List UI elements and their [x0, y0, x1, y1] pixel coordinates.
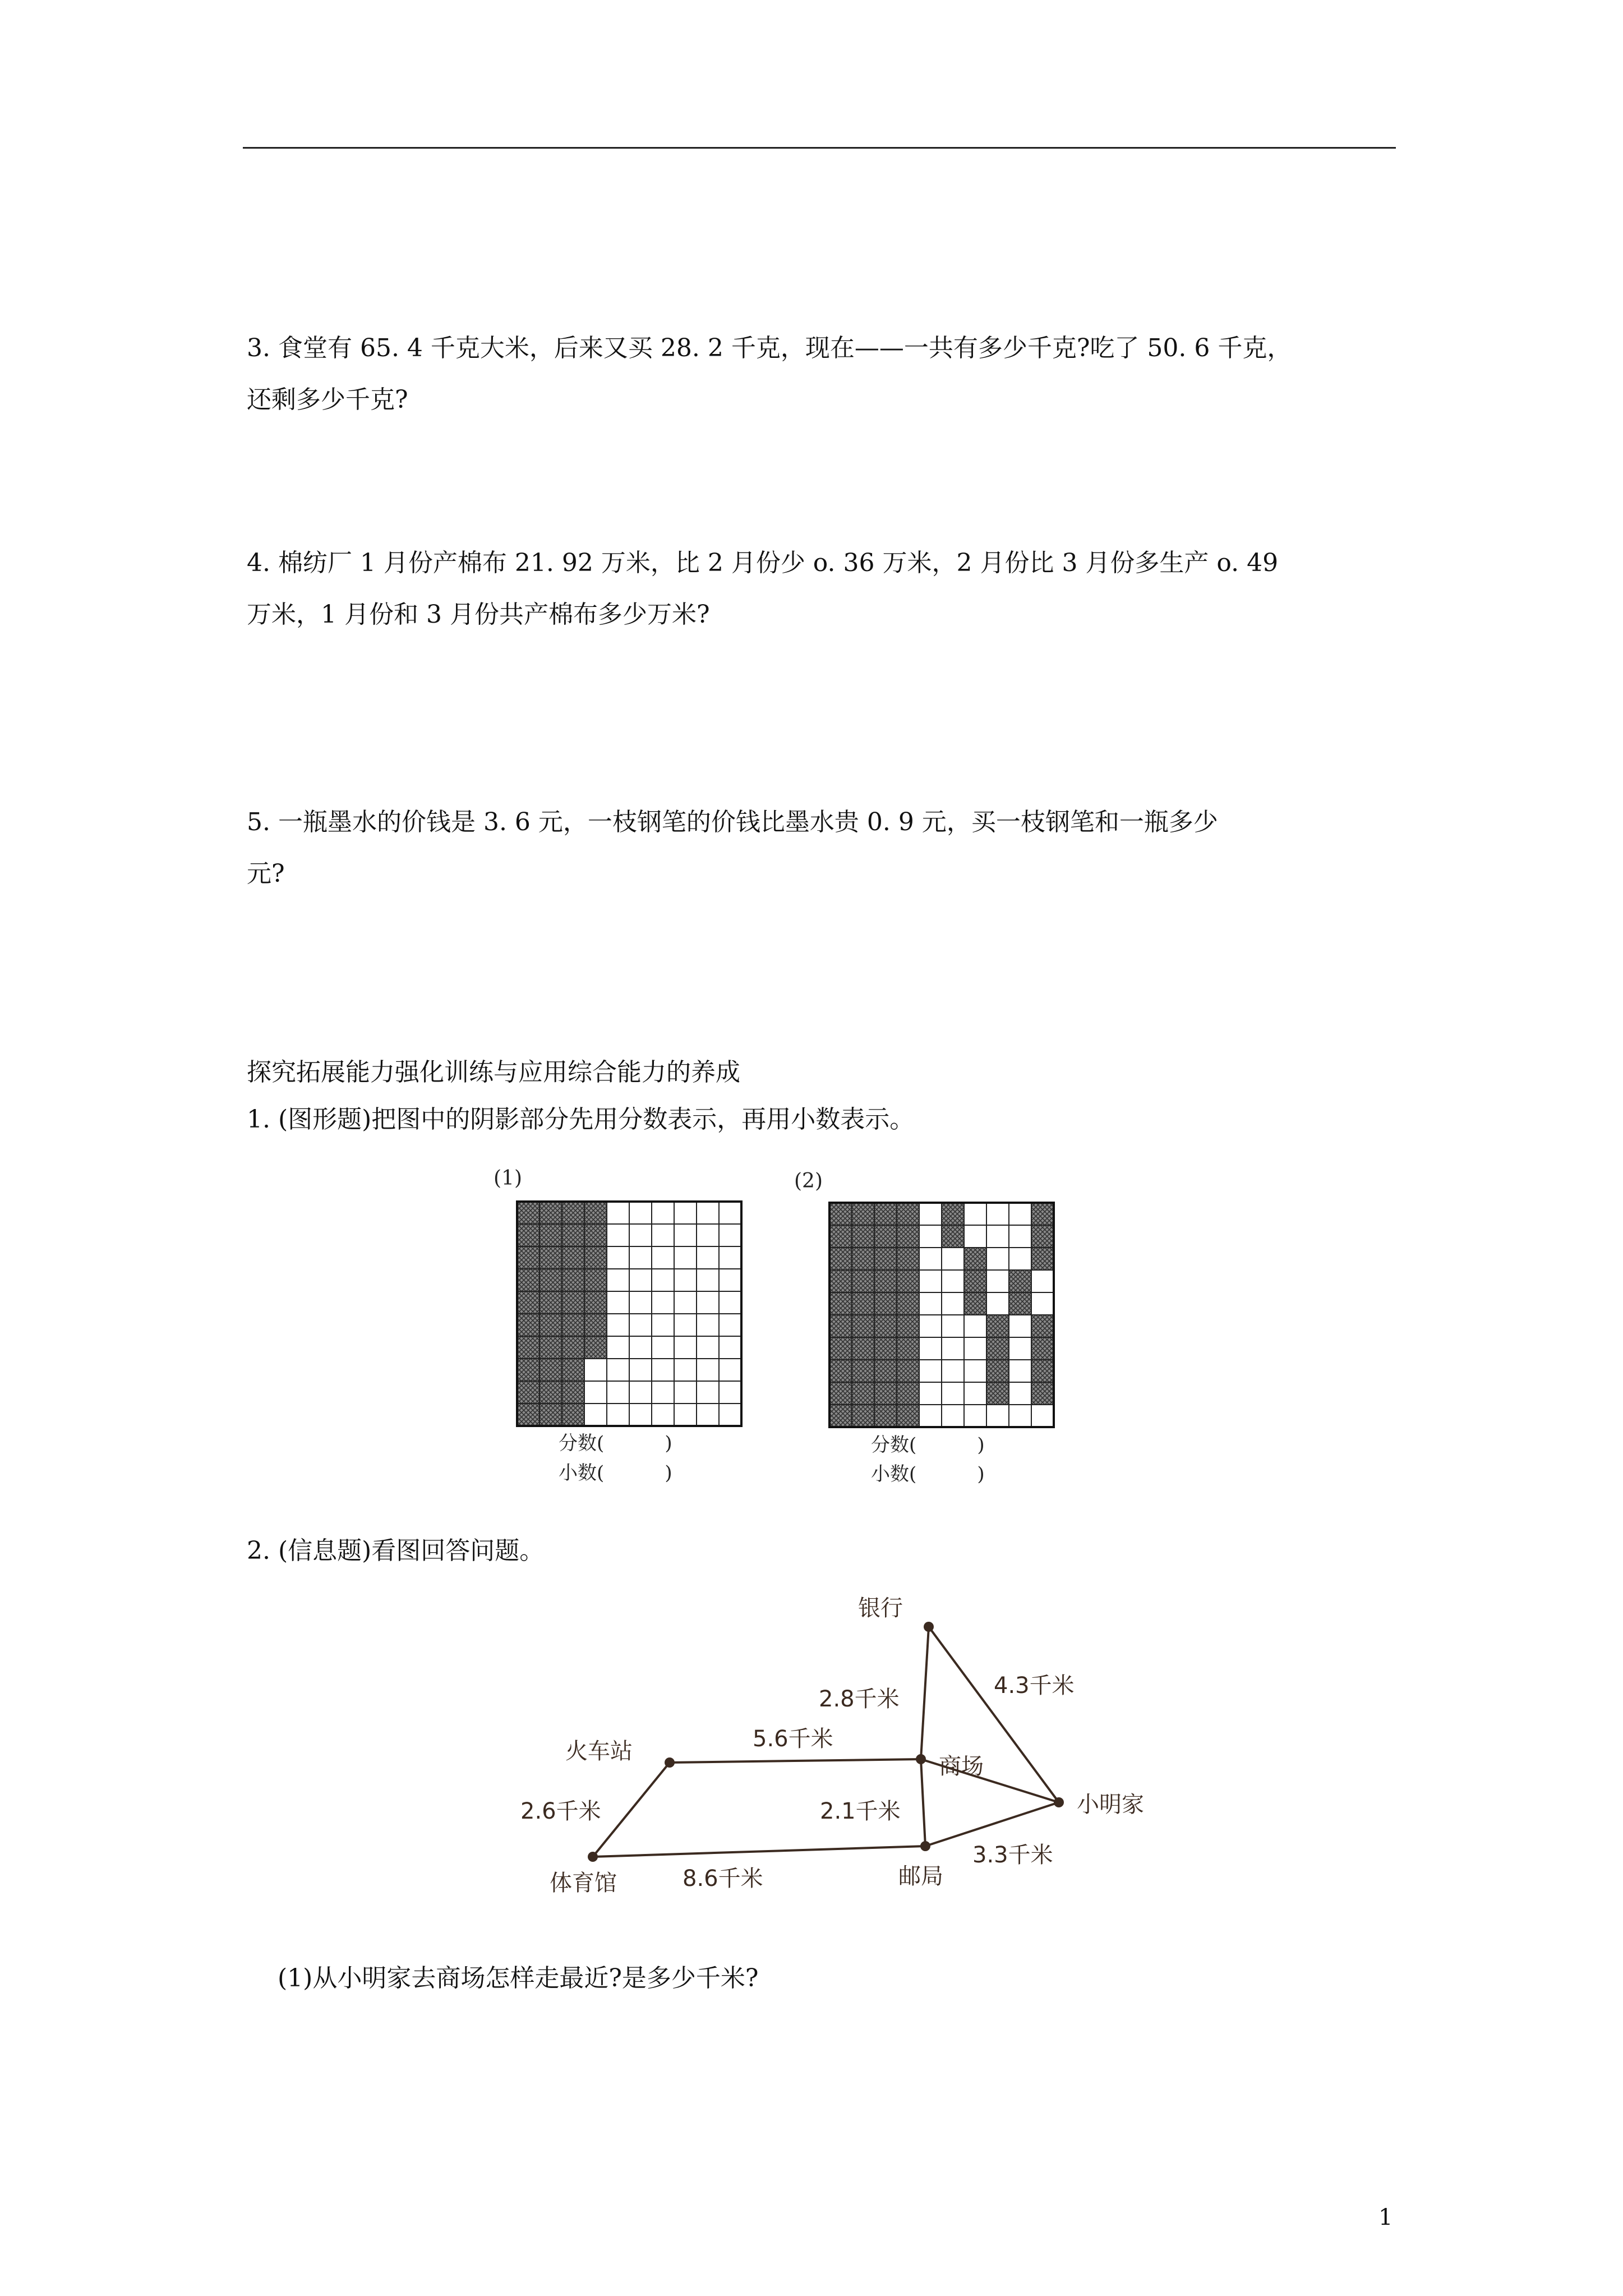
grid-1-cell: [540, 1246, 562, 1269]
grid-2-cell: [897, 1292, 919, 1315]
grid-2-cell: [874, 1292, 897, 1315]
grid-1-cell: [719, 1359, 741, 1381]
grid-2-cell: [964, 1203, 986, 1225]
grid-2-cell: [919, 1360, 942, 1382]
grid-1-cell: [540, 1336, 562, 1359]
grid-2-cell: [829, 1203, 852, 1225]
grid-2-cell: [829, 1292, 852, 1315]
grid-2-cell: [1009, 1225, 1031, 1248]
grid-1-cell: [562, 1202, 584, 1224]
grid-2-cell: [942, 1405, 964, 1427]
grid-2-cell: [874, 1270, 897, 1292]
grid-1-label: (1): [494, 1167, 522, 1190]
grid-1-cell: [697, 1246, 719, 1269]
grid-1-fraction-label: 分数( ): [559, 1432, 672, 1455]
grid-1-cell: [697, 1269, 719, 1291]
grid-1-cell: [652, 1291, 674, 1314]
grid-1-cell: [607, 1404, 629, 1426]
grid-2-cell: [897, 1382, 919, 1405]
problem-3: [247, 323, 1391, 426]
grid-1-cell: [674, 1246, 697, 1269]
grid-1-cell: [629, 1404, 652, 1426]
grid-1-cell: [540, 1224, 562, 1246]
grid-1-cell: [540, 1202, 562, 1224]
grid-1-cell: [562, 1336, 584, 1359]
grid-2-cell: [852, 1248, 874, 1270]
grid-1-cell: [719, 1269, 741, 1291]
grid-2-cell: [942, 1248, 964, 1270]
grid-2-cell: [986, 1405, 1009, 1427]
grid-2-cell: [919, 1248, 942, 1270]
edge-station-gym: [593, 1763, 670, 1857]
grid-1-cell: [697, 1381, 719, 1404]
grid-2-cell: [1009, 1405, 1031, 1427]
dist-post-home: 3.3千米: [972, 1842, 1053, 1868]
question-2: 2. (信息题)看图回答问题。: [247, 1536, 545, 1565]
grid-2-cell: [1031, 1270, 1054, 1292]
grid-2-cell: [964, 1382, 986, 1405]
grid-1-cell: [629, 1291, 652, 1314]
grid-2-cell: [942, 1360, 964, 1382]
edge-post-home: [925, 1802, 1059, 1846]
grid-2-cell: [919, 1382, 942, 1405]
edge-station-mall: [670, 1759, 921, 1763]
grid-2-cell: [1009, 1360, 1031, 1382]
grid-figure-2: [827, 1200, 1056, 1429]
grid-1-cell: [562, 1359, 584, 1381]
grid-figure-1: [515, 1199, 744, 1428]
grid-1-decimal-label: 小数( ): [559, 1462, 672, 1484]
grid-2-cell: [919, 1405, 942, 1427]
grid-1-cell: [629, 1224, 652, 1246]
grid-2-cell: [897, 1248, 919, 1270]
grid-2-cell: [829, 1315, 852, 1337]
grid-1-cell: [719, 1224, 741, 1246]
grid-2-cell: [919, 1292, 942, 1315]
place-bank: 银行: [858, 1595, 903, 1621]
page-number: 1: [1378, 2205, 1393, 2230]
grid-1-cell: [674, 1336, 697, 1359]
grid-2-cell: [852, 1270, 874, 1292]
grid-2-cell: [1009, 1248, 1031, 1270]
grid-2-cell: [874, 1360, 897, 1382]
grid-2-cell: [919, 1225, 942, 1248]
place-post: 邮局: [898, 1864, 943, 1889]
problem-3-line2: 还剩多少千克?: [247, 385, 408, 414]
grid-1-cell: [629, 1359, 652, 1381]
grid-2-cell: [1009, 1270, 1031, 1292]
grid-1-cell: [719, 1291, 741, 1314]
grid-1-cell: [517, 1224, 540, 1246]
grid-1-cell: [629, 1202, 652, 1224]
grid-1-cell: [517, 1246, 540, 1269]
problem-3-line1: 3. 食堂有 65. 4 千克大米，后来又买 28. 2 千克，现在——一共有多少千克?吃了 50. 6 千克，: [247, 334, 1292, 362]
grid-2-cell: [829, 1360, 852, 1382]
grid-2-cell: [897, 1225, 919, 1248]
grid-2-cell: [919, 1337, 942, 1360]
edge-mall-post: [921, 1759, 925, 1846]
grid-1-cell: [607, 1224, 629, 1246]
grid-1-cell: [562, 1314, 584, 1336]
grid-2-cell: [1031, 1337, 1054, 1360]
grid-2-cell: [1009, 1203, 1031, 1225]
grid-2-cell: [897, 1270, 919, 1292]
grid-1-cell: [629, 1314, 652, 1336]
grid-2-cell: [942, 1337, 964, 1360]
grid-2-cell: [1009, 1337, 1031, 1360]
grid-1-cell: [562, 1246, 584, 1269]
grid-2-cell: [986, 1203, 1009, 1225]
grid-1-cell: [697, 1359, 719, 1381]
grid-1-cell: [652, 1269, 674, 1291]
grid-2-cell: [964, 1315, 986, 1337]
grid-1-cell: [517, 1381, 540, 1404]
grid-2-cell: [964, 1360, 986, 1382]
problem-5-line1: 5. 一瓶墨水的价钱是 3. 6 元，一枝钢笔的价钱比墨水贵 0. 9 元，买一枝钢笔和一瓶多少: [247, 808, 1218, 836]
grid-2-cell: [986, 1292, 1009, 1315]
grid-1-cell: [607, 1202, 629, 1224]
grid-1-cell: [584, 1314, 607, 1336]
grid-1-cell: [562, 1269, 584, 1291]
grid-2-cell: [919, 1203, 942, 1225]
grid-1-cell: [674, 1202, 697, 1224]
grid-1-cell: [719, 1404, 741, 1426]
grid-1-cell: [607, 1381, 629, 1404]
grid-2-cell: [964, 1270, 986, 1292]
grid-2-cell: [852, 1337, 874, 1360]
grid-1-cell: [719, 1314, 741, 1336]
grid-1-cell: [629, 1269, 652, 1291]
dist-gym-post: 8.6千米: [683, 1866, 763, 1892]
grid-2-cell: [874, 1315, 897, 1337]
grid-1-cell: [652, 1246, 674, 1269]
node-mall: [916, 1754, 926, 1764]
grid-1-cell: [584, 1291, 607, 1314]
grid-2-cell: [1009, 1315, 1031, 1337]
grid-1-cell: [674, 1314, 697, 1336]
grid-1-cell: [719, 1381, 741, 1404]
grid-1-cell: [584, 1224, 607, 1246]
grid-2-decimal-label: 小数( ): [871, 1463, 985, 1485]
grid-1-cell: [540, 1404, 562, 1426]
grid-2-cell: [986, 1360, 1009, 1382]
grid-2-cell: [1009, 1382, 1031, 1405]
grid-1-cell: [629, 1246, 652, 1269]
grid-2-cell: [1031, 1315, 1054, 1337]
grid-2-cell: [874, 1203, 897, 1225]
dist-bank-home: 4.3千米: [994, 1673, 1075, 1699]
node-gym: [588, 1852, 598, 1862]
grid-2-cell: [1031, 1203, 1054, 1225]
grid-2-cell: [942, 1270, 964, 1292]
place-gym: 体育馆: [550, 1870, 617, 1896]
grid-2-cell: [1009, 1292, 1031, 1315]
grid-1-cell: [629, 1336, 652, 1359]
grid-2-cell: [986, 1382, 1009, 1405]
problem-4-line2: 万米，1 月份和 3 月份共产棉布多少万米?: [247, 600, 710, 629]
edge-gym-post: [593, 1846, 925, 1857]
grid-2-cell: [874, 1382, 897, 1405]
grid-2-cell: [942, 1203, 964, 1225]
grid-2-fraction-label: 分数( ): [871, 1434, 985, 1456]
grid-2-cell: [1031, 1360, 1054, 1382]
grid-2-cell: [919, 1315, 942, 1337]
grid-1-cell: [674, 1359, 697, 1381]
dist-bank-mall: 2.8千米: [819, 1686, 900, 1712]
section-title: 探究拓展能力强化训练与应用综合能力的养成: [247, 1058, 740, 1087]
grid-2-cell: [852, 1292, 874, 1315]
grid-1-cell: [652, 1381, 674, 1404]
grid-1-cell: [517, 1202, 540, 1224]
grid-1-cell: [584, 1404, 607, 1426]
grid-2-cell: [852, 1203, 874, 1225]
node-station: [665, 1757, 675, 1768]
grid-1-cell: [584, 1269, 607, 1291]
grid-1-cell: [697, 1202, 719, 1224]
grid-1-cell: [674, 1291, 697, 1314]
grid-2-cell: [852, 1382, 874, 1405]
grid-1-cell: [652, 1314, 674, 1336]
dist-mall-post: 2.1千米: [820, 1798, 901, 1824]
grid-2-label: (2): [794, 1170, 823, 1193]
grid-2-cell: [986, 1270, 1009, 1292]
grid-1-cell: [540, 1359, 562, 1381]
grid-1-cell: [674, 1269, 697, 1291]
grid-1-cell: [719, 1336, 741, 1359]
grid-1-cell: [517, 1404, 540, 1426]
grid-2-cell: [874, 1225, 897, 1248]
grid-1-cell: [607, 1359, 629, 1381]
grid-2-cell: [986, 1315, 1009, 1337]
grid-1-cell: [562, 1291, 584, 1314]
grid-1-cell: [584, 1359, 607, 1381]
grid-2-cell: [1031, 1292, 1054, 1315]
grid-2-cell: [829, 1248, 852, 1270]
grid-2-cell: [852, 1360, 874, 1382]
grid-1-cell: [674, 1404, 697, 1426]
grid-1-cell: [517, 1291, 540, 1314]
grid-1-cell: [607, 1314, 629, 1336]
grid-1-cell: [697, 1314, 719, 1336]
grid-1-cell: [517, 1269, 540, 1291]
node-home: [1054, 1797, 1064, 1807]
dist-station-gym: 2.6千米: [520, 1798, 601, 1824]
grid-1-cell: [697, 1224, 719, 1246]
grid-2-cell: [964, 1337, 986, 1360]
grid-2-cell: [829, 1382, 852, 1405]
grid-1-cell: [652, 1359, 674, 1381]
grid-1-cell: [607, 1246, 629, 1269]
question-2-sub-1: (1)从小明家去商场怎样走最近?是多少千米?: [278, 1964, 759, 1993]
grid-1-cell: [517, 1359, 540, 1381]
grid-2-cell: [1031, 1405, 1054, 1427]
grid-2-cell: [852, 1405, 874, 1427]
grid-1-cell: [607, 1336, 629, 1359]
grid-1-cell: [652, 1336, 674, 1359]
problem-5: [247, 797, 1391, 900]
grid-1-cell: [540, 1381, 562, 1404]
grid-2-cell: [897, 1405, 919, 1427]
place-home: 小明家: [1077, 1792, 1144, 1818]
grid-2-cell: [942, 1225, 964, 1248]
grid-1-cell: [562, 1404, 584, 1426]
node-bank: [924, 1622, 934, 1632]
grid-1-cell: [674, 1381, 697, 1404]
grid-1-cell: [697, 1291, 719, 1314]
grid-2-cell: [964, 1405, 986, 1427]
place-mall: 商场: [939, 1754, 984, 1779]
node-post: [920, 1841, 930, 1851]
grid-2-cell: [964, 1248, 986, 1270]
grid-2-cell: [1031, 1248, 1054, 1270]
grid-1-cell: [540, 1314, 562, 1336]
header-rule: [243, 147, 1396, 149]
grid-1-cell: [562, 1381, 584, 1404]
grid-1-cell: [697, 1336, 719, 1359]
grid-2-cell: [986, 1337, 1009, 1360]
grid-2-cell: [829, 1405, 852, 1427]
grid-1-cell: [719, 1246, 741, 1269]
grid-1-cell: [584, 1336, 607, 1359]
grid-1-cell: [584, 1381, 607, 1404]
grid-1-cell: [517, 1336, 540, 1359]
grid-1-cell: [517, 1314, 540, 1336]
grid-2-cell: [897, 1203, 919, 1225]
grid-2-cell: [964, 1225, 986, 1248]
grid-1-cell: [652, 1224, 674, 1246]
grid-2-cell: [1031, 1382, 1054, 1405]
grid-2-cell: [942, 1382, 964, 1405]
grid-1-cell: [540, 1269, 562, 1291]
grid-2-cell: [942, 1292, 964, 1315]
problem-5-line2: 元?: [247, 859, 285, 888]
grid-2-cell: [897, 1337, 919, 1360]
grid-2-cell: [874, 1248, 897, 1270]
grid-2-cell: [897, 1315, 919, 1337]
grid-1-cell: [652, 1202, 674, 1224]
grid-1-cell: [540, 1291, 562, 1314]
grid-2-cell: [829, 1225, 852, 1248]
place-station: 火车站: [565, 1738, 633, 1764]
grid-1-cell: [584, 1246, 607, 1269]
grid-1-cell: [562, 1224, 584, 1246]
grid-2-cell: [874, 1337, 897, 1360]
grid-1-cell: [697, 1404, 719, 1426]
question-1: 1. (图形题)把图中的阴影部分先用分数表示，再用小数表示。: [247, 1105, 915, 1134]
grid-1-cell: [629, 1381, 652, 1404]
grid-1-cell: [607, 1269, 629, 1291]
dist-station-mall: 5.6千米: [753, 1726, 833, 1752]
grid-1-cell: [674, 1224, 697, 1246]
grid-1-cell: [652, 1404, 674, 1426]
grid-2-cell: [897, 1360, 919, 1382]
route-map: [494, 1571, 1200, 1918]
grid-2-cell: [986, 1225, 1009, 1248]
problem-4-line1: 4. 棉纺厂 1 月份产棉布 21. 92 万米，比 2 月份少 o. 36 万米，2 月份比 3 月份多生产 o. 49: [247, 549, 1279, 577]
edge-bank-mall: [921, 1627, 929, 1759]
grid-1-cell: [584, 1202, 607, 1224]
grid-2-cell: [852, 1225, 874, 1248]
grid-1-cell: [607, 1291, 629, 1314]
grid-2-cell: [986, 1248, 1009, 1270]
grid-2-cell: [942, 1315, 964, 1337]
grid-2-cell: [919, 1270, 942, 1292]
grid-2-cell: [852, 1315, 874, 1337]
grid-2-cell: [829, 1270, 852, 1292]
grid-2-cell: [874, 1405, 897, 1427]
grid-2-cell: [829, 1337, 852, 1360]
problem-4: [247, 537, 1391, 641]
grid-1-cell: [719, 1202, 741, 1224]
grid-2-cell: [964, 1292, 986, 1315]
grid-2-cell: [1031, 1225, 1054, 1248]
